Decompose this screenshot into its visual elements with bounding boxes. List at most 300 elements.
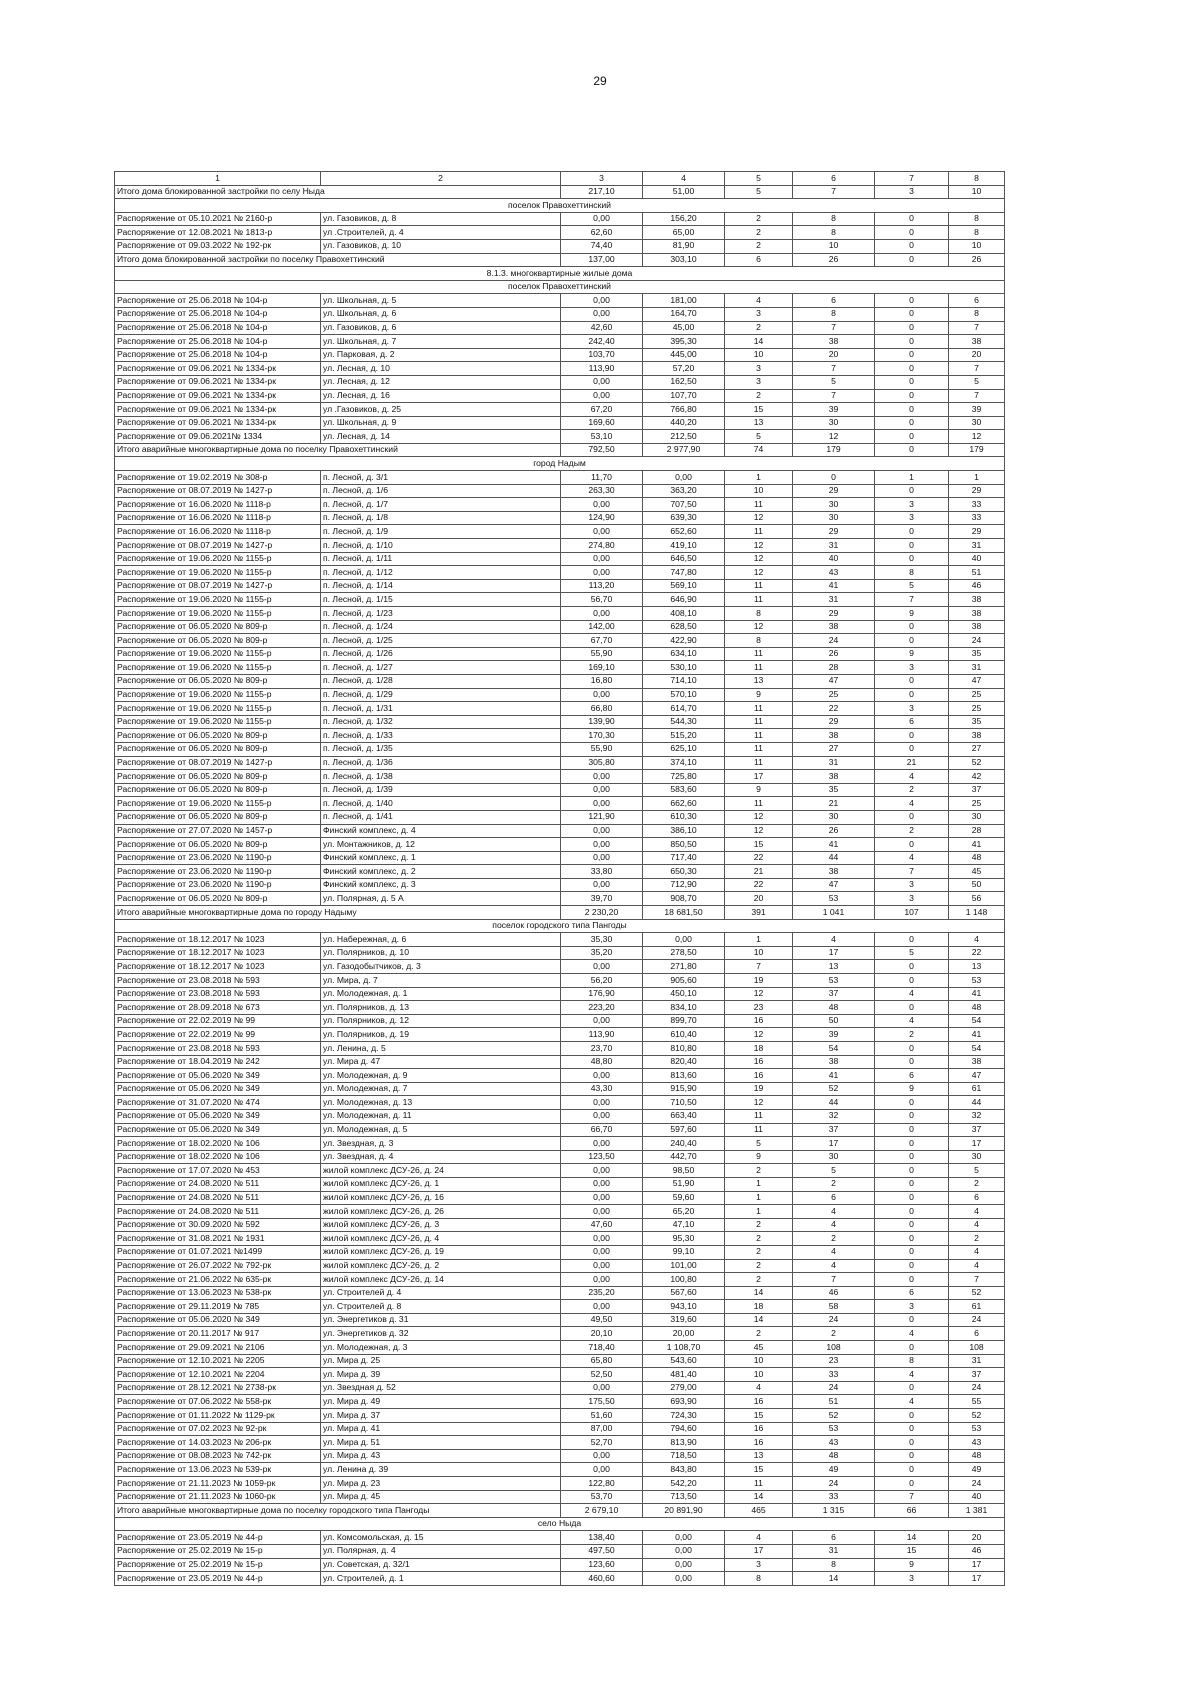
address-cell: ул. Молодежная, д. 7 (321, 1082, 561, 1096)
order-cell: Распоряжение от 23.08.2018 № 593 (115, 987, 321, 1001)
address-cell: ул. Мира д. 25 (321, 1354, 561, 1368)
order-cell: Распоряжение от 23.06.2020 № 1190-р (115, 865, 321, 879)
value-cell: 38 (793, 335, 875, 349)
value-cell: 0 (875, 1042, 949, 1056)
value-cell: 5 (949, 1164, 1005, 1178)
value-cell: 35,20 (561, 946, 643, 960)
value-cell: 17 (949, 1558, 1005, 1572)
value-cell: 23 (793, 1354, 875, 1368)
value-cell: 18 (725, 1042, 793, 1056)
order-cell: Распоряжение от 19.06.2020 № 1155-р (115, 552, 321, 566)
value-cell: 8 (793, 226, 875, 240)
value-cell: 16 (725, 1395, 793, 1409)
table-row (115, 375, 1005, 389)
value-cell: 113,20 (561, 579, 643, 593)
total-value: 179 (793, 443, 875, 457)
value-cell: 27 (949, 742, 1005, 756)
value-cell: 363,20 (643, 484, 725, 498)
page-number: 29 (593, 74, 607, 88)
value-cell: 31 (949, 661, 1005, 675)
value-cell: 0 (875, 239, 949, 253)
value-cell: 20 (725, 892, 793, 906)
value-cell: 4 (793, 1218, 875, 1232)
value-cell: 0 (875, 362, 949, 376)
value-cell: 0 (875, 1150, 949, 1164)
address-cell: п. Лесной, д. 1/36 (321, 756, 561, 770)
value-cell: 14 (725, 335, 793, 349)
value-cell: 13 (725, 1449, 793, 1463)
order-cell: Распоряжение от 25.06.2018 № 104-р (115, 321, 321, 335)
value-cell: 113,90 (561, 362, 643, 376)
total-value: 1 148 (949, 906, 1005, 920)
table-row (115, 1232, 1005, 1246)
value-cell: 10 (725, 348, 793, 362)
value-cell: 24 (793, 1313, 875, 1327)
value-cell: 0 (875, 1109, 949, 1123)
value-cell: 40 (793, 552, 875, 566)
value-cell: 8 (949, 212, 1005, 226)
value-cell: 0 (875, 307, 949, 321)
value-cell: 176,90 (561, 987, 643, 1001)
value-cell: 164,70 (643, 307, 725, 321)
order-cell: Распоряжение от 05.06.2020 № 349 (115, 1109, 321, 1123)
value-cell: 46 (949, 579, 1005, 593)
address-cell: ул. Молодежная, д. 9 (321, 1069, 561, 1083)
value-cell: 12 (725, 1096, 793, 1110)
value-cell: 0,00 (561, 212, 643, 226)
value-cell: 107,70 (643, 389, 725, 403)
value-cell: 4 (875, 1014, 949, 1028)
value-cell: 908,70 (643, 892, 725, 906)
value-cell: 15 (725, 1463, 793, 1477)
value-cell: 8 (949, 307, 1005, 321)
table-row (115, 539, 1005, 553)
value-cell: 17 (725, 1544, 793, 1558)
value-cell: 11 (725, 729, 793, 743)
value-cell: 710,50 (643, 1096, 725, 1110)
value-cell: 4 (875, 851, 949, 865)
address-cell: ул. Газодобытчиков, д. 3 (321, 960, 561, 974)
value-cell: 0 (875, 348, 949, 362)
table-row (115, 1463, 1005, 1477)
value-cell: 22 (949, 946, 1005, 960)
value-cell: 100,80 (643, 1273, 725, 1287)
value-cell: 242,40 (561, 335, 643, 349)
value-cell: 47,10 (643, 1218, 725, 1232)
address-cell: ул. Строителей д. 8 (321, 1300, 561, 1314)
order-cell: Распоряжение от 25.06.2018 № 104-р (115, 307, 321, 321)
address-cell: ул. Газовиков, д. 10 (321, 239, 561, 253)
value-cell: 108 (793, 1341, 875, 1355)
value-cell: 3 (725, 362, 793, 376)
value-cell: 47 (793, 674, 875, 688)
value-cell: 235,20 (561, 1286, 643, 1300)
value-cell: 12 (725, 810, 793, 824)
value-cell: 0 (875, 552, 949, 566)
value-cell: 52 (793, 1082, 875, 1096)
value-cell: 0 (875, 321, 949, 335)
value-cell: 17 (949, 1137, 1005, 1151)
value-cell: 37 (793, 987, 875, 1001)
value-cell: 15 (725, 838, 793, 852)
value-cell: 2 (793, 1327, 875, 1341)
value-cell: 47,60 (561, 1218, 643, 1232)
order-cell: Распоряжение от 24.08.2020 № 511 (115, 1177, 321, 1191)
total-row (115, 253, 1005, 267)
value-cell: 747,80 (643, 566, 725, 580)
value-cell: 0,00 (561, 552, 643, 566)
value-cell: 0,00 (561, 1164, 643, 1178)
value-cell: 41 (949, 987, 1005, 1001)
value-cell: 395,30 (643, 335, 725, 349)
total-value: 465 (725, 1504, 793, 1518)
value-cell: 10 (725, 1368, 793, 1382)
column-number-row (115, 172, 1005, 186)
order-cell: Распоряжение от 23.08.2018 № 593 (115, 1042, 321, 1056)
address-cell: ул. Звездная, д. 3 (321, 1137, 561, 1151)
value-cell: 515,20 (643, 729, 725, 743)
value-cell: 48 (793, 1449, 875, 1463)
order-cell: Распоряжение от 19.06.2020 № 1155-р (115, 647, 321, 661)
value-cell: 12 (725, 987, 793, 1001)
order-cell: Распоряжение от 23.06.2020 № 1190-р (115, 851, 321, 865)
column-header: 6 (793, 172, 875, 186)
value-cell: 794,60 (643, 1422, 725, 1436)
value-cell: 2 (793, 1232, 875, 1246)
value-cell: 713,50 (643, 1490, 725, 1504)
table-row (115, 1286, 1005, 1300)
table-row (115, 1001, 1005, 1015)
column-header: 5 (725, 172, 793, 186)
value-cell: 717,40 (643, 851, 725, 865)
value-cell: 0 (875, 1177, 949, 1191)
value-cell: 175,50 (561, 1395, 643, 1409)
table-row (115, 634, 1005, 648)
order-cell: Распоряжение от 19.06.2020 № 1155-р (115, 593, 321, 607)
value-cell: 48 (793, 1001, 875, 1015)
value-cell: 0,00 (643, 1572, 725, 1586)
table-row (115, 1069, 1005, 1083)
value-cell: 3 (725, 307, 793, 321)
value-cell: 9 (875, 1082, 949, 1096)
value-cell: 2 (725, 1218, 793, 1232)
value-cell: 0 (875, 1055, 949, 1069)
value-cell: 0 (875, 1096, 949, 1110)
value-cell: 46 (793, 1286, 875, 1300)
order-cell: Распоряжение от 01.07.2021 №1499 (115, 1245, 321, 1259)
value-cell: 0 (875, 1123, 949, 1137)
value-cell: 16,80 (561, 674, 643, 688)
value-cell: 54 (949, 1014, 1005, 1028)
address-cell: п. Лесной, д. 1/15 (321, 593, 561, 607)
address-cell: ул. Школьная, д. 6 (321, 307, 561, 321)
section-header-row (115, 1517, 1005, 1531)
value-cell: 0,00 (561, 851, 643, 865)
value-cell: 319,60 (643, 1313, 725, 1327)
value-cell: 2 (949, 1177, 1005, 1191)
table-row (115, 1164, 1005, 1178)
value-cell: 0,00 (561, 960, 643, 974)
table-row (115, 1558, 1005, 1572)
address-cell: ул. Лесная, д. 10 (321, 362, 561, 376)
value-cell: 11 (725, 498, 793, 512)
value-cell: 278,50 (643, 946, 725, 960)
table-row (115, 1028, 1005, 1042)
value-cell: 2 (949, 1232, 1005, 1246)
address-cell: ул. Советская, д. 32/1 (321, 1558, 561, 1572)
value-cell: 20,10 (561, 1327, 643, 1341)
address-cell: Финский комплекс, д. 3 (321, 878, 561, 892)
address-cell: п. Лесной, д. 3/1 (321, 471, 561, 485)
value-cell: 39 (949, 403, 1005, 417)
order-cell: Распоряжение от 06.05.2020 № 809-р (115, 742, 321, 756)
address-cell: п. Лесной, д. 1/29 (321, 688, 561, 702)
address-cell: ул. Газовиков, д. 8 (321, 212, 561, 226)
value-cell: 0,00 (561, 525, 643, 539)
total-value: 1 041 (793, 906, 875, 920)
value-cell: 440,20 (643, 416, 725, 430)
value-cell: 53 (793, 1422, 875, 1436)
value-cell: 445,00 (643, 348, 725, 362)
column-header: 3 (561, 172, 643, 186)
value-cell: 53,70 (561, 1490, 643, 1504)
value-cell: 4 (875, 770, 949, 784)
value-cell: 38 (949, 607, 1005, 621)
order-cell: Распоряжение от 06.05.2020 № 809-р (115, 620, 321, 634)
table-row (115, 647, 1005, 661)
table-row (115, 702, 1005, 716)
value-cell: 33 (793, 1490, 875, 1504)
value-cell: 19 (725, 974, 793, 988)
value-cell: 650,30 (643, 865, 725, 879)
value-cell: 61 (949, 1300, 1005, 1314)
order-cell: Распоряжение от 20.11.2017 № 917 (115, 1327, 321, 1341)
value-cell: 0,00 (561, 566, 643, 580)
total-value: 3 (875, 185, 949, 199)
value-cell: 0 (875, 1273, 949, 1287)
value-cell: 5 (793, 375, 875, 389)
value-cell: 17 (725, 770, 793, 784)
section-header-row (115, 199, 1005, 213)
table-row (115, 661, 1005, 675)
value-cell: 0 (875, 416, 949, 430)
value-cell: 42,60 (561, 321, 643, 335)
value-cell: 583,60 (643, 783, 725, 797)
value-cell: 530,10 (643, 661, 725, 675)
order-cell: Распоряжение от 31.07.2020 № 474 (115, 1096, 321, 1110)
table-row (115, 1042, 1005, 1056)
value-cell: 65,80 (561, 1354, 643, 1368)
value-cell: 61 (949, 1082, 1005, 1096)
value-cell: 0,00 (561, 1096, 643, 1110)
value-cell: 22 (725, 878, 793, 892)
address-cell: жилой комплекс ДСУ-26, д. 3 (321, 1218, 561, 1232)
value-cell: 12 (793, 430, 875, 444)
value-cell: 56,70 (561, 593, 643, 607)
value-cell: 31 (949, 539, 1005, 553)
total-value: 18 681,50 (643, 906, 725, 920)
value-cell: 4 (875, 1368, 949, 1382)
address-cell: жилой комплекс ДСУ-26, д. 19 (321, 1245, 561, 1259)
value-cell: 138,40 (561, 1531, 643, 1545)
value-cell: 212,50 (643, 430, 725, 444)
order-cell: Распоряжение от 27.07.2020 № 1457-р (115, 824, 321, 838)
value-cell: 38 (949, 593, 1005, 607)
address-cell: п. Лесной, д. 1/39 (321, 783, 561, 797)
value-cell: 50 (793, 1014, 875, 1028)
value-cell: 718,40 (561, 1341, 643, 1355)
value-cell: 13 (793, 960, 875, 974)
table-row (115, 1531, 1005, 1545)
value-cell: 123,50 (561, 1150, 643, 1164)
total-value: 217,10 (561, 185, 643, 199)
value-cell: 47 (793, 878, 875, 892)
value-cell: 52,70 (561, 1436, 643, 1450)
address-cell: п. Лесной, д. 1/23 (321, 607, 561, 621)
total-value: 2 230,20 (561, 906, 643, 920)
value-cell: 419,10 (643, 539, 725, 553)
value-cell: 0,00 (561, 1205, 643, 1219)
order-cell: Распоряжение от 25.06.2018 № 104-р (115, 294, 321, 308)
value-cell: 240,40 (643, 1137, 725, 1151)
value-cell: 0,00 (561, 1449, 643, 1463)
table-row (115, 838, 1005, 852)
order-cell: Распоряжение от 21.11.2023 № 1060-рк (115, 1490, 321, 1504)
value-cell: 2 (725, 1327, 793, 1341)
value-cell: 11 (725, 661, 793, 675)
value-cell: 0 (875, 539, 949, 553)
value-cell: 81,90 (643, 239, 725, 253)
value-cell: 0,00 (561, 498, 643, 512)
address-cell: ул. Энергетиков д. 31 (321, 1313, 561, 1327)
value-cell: 0 (875, 389, 949, 403)
value-cell: 639,30 (643, 511, 725, 525)
value-cell: 6 (949, 294, 1005, 308)
value-cell: 707,50 (643, 498, 725, 512)
value-cell: 0 (875, 1449, 949, 1463)
total-value: 391 (725, 906, 793, 920)
table-row (115, 1191, 1005, 1205)
address-cell: ул. Строителей, д. 1 (321, 1572, 561, 1586)
address-cell: ул. Парковая, д. 2 (321, 348, 561, 362)
value-cell: 0,00 (561, 878, 643, 892)
order-cell: Распоряжение от 05.06.2020 № 349 (115, 1123, 321, 1137)
value-cell: 0,00 (561, 1014, 643, 1028)
value-cell: 12 (725, 1028, 793, 1042)
value-cell: 23,70 (561, 1042, 643, 1056)
value-cell: 0,00 (643, 933, 725, 947)
column-header: 2 (321, 172, 561, 186)
section-title: село Ныда (115, 1517, 1005, 1531)
value-cell: 0 (875, 742, 949, 756)
value-cell: 4 (875, 1327, 949, 1341)
value-cell: 48 (949, 851, 1005, 865)
column-header: 4 (643, 172, 725, 186)
address-cell: ул. Школьная, д. 9 (321, 416, 561, 430)
value-cell: 0 (875, 430, 949, 444)
value-cell: 11 (725, 756, 793, 770)
address-cell: ул. Полярников, д. 19 (321, 1028, 561, 1042)
column-header: 7 (875, 172, 949, 186)
table-row (115, 484, 1005, 498)
value-cell: 7 (793, 389, 875, 403)
table-row (115, 348, 1005, 362)
address-cell: ул. Монтажников, д. 12 (321, 838, 561, 852)
order-cell: Распоряжение от 29.11.2019 № 785 (115, 1300, 321, 1314)
order-cell: Распоряжение от 01.11.2022 № 1129-рк (115, 1409, 321, 1423)
table-row (115, 1177, 1005, 1191)
value-cell: 305,80 (561, 756, 643, 770)
address-cell: ул. Мира, д. 7 (321, 974, 561, 988)
value-cell: 4 (949, 1245, 1005, 1259)
value-cell: 15 (875, 1544, 949, 1558)
table-row (115, 1436, 1005, 1450)
value-cell: 0 (875, 1001, 949, 1015)
value-cell: 4 (875, 797, 949, 811)
value-cell: 12 (725, 620, 793, 634)
value-cell: 41 (949, 1028, 1005, 1042)
value-cell: 37 (793, 1123, 875, 1137)
address-cell: ул. Комсомольская, д. 15 (321, 1531, 561, 1545)
value-cell: 0,00 (561, 783, 643, 797)
value-cell: 1 (725, 471, 793, 485)
value-cell: 4 (949, 933, 1005, 947)
address-cell: ул. Лесная, д. 14 (321, 430, 561, 444)
order-cell: Распоряжение от 22.02.2019 № 99 (115, 1028, 321, 1042)
value-cell: 55,90 (561, 742, 643, 756)
address-cell: жилой комплекс ДСУ-26, д. 14 (321, 1273, 561, 1287)
value-cell: 11 (725, 742, 793, 756)
address-cell: ул. Газовиков, д. 6 (321, 321, 561, 335)
address-cell: п. Лесной, д. 1/24 (321, 620, 561, 634)
value-cell: 123,60 (561, 1558, 643, 1572)
value-cell: 6 (875, 1286, 949, 1300)
value-cell: 22 (725, 851, 793, 865)
value-cell: 843,80 (643, 1463, 725, 1477)
address-cell: жилой комплекс ДСУ-26, д. 2 (321, 1259, 561, 1273)
value-cell: 49 (793, 1463, 875, 1477)
value-cell: 40 (949, 1490, 1005, 1504)
address-cell: ул. Полярная, д. 5 А (321, 892, 561, 906)
column-header: 1 (115, 172, 321, 186)
value-cell: 0 (875, 1232, 949, 1246)
table-row (115, 1327, 1005, 1341)
value-cell: 30 (949, 1150, 1005, 1164)
value-cell: 74,40 (561, 239, 643, 253)
value-cell: 24 (793, 1477, 875, 1491)
table-row (115, 1014, 1005, 1028)
value-cell: 6 (949, 1191, 1005, 1205)
value-cell: 24 (793, 1381, 875, 1395)
value-cell: 28 (949, 824, 1005, 838)
table-row (115, 416, 1005, 430)
total-value: 6 (725, 253, 793, 267)
address-cell: ул. Ленина д. 39 (321, 1463, 561, 1477)
value-cell: 142,00 (561, 620, 643, 634)
value-cell: 33,80 (561, 865, 643, 879)
table-row (115, 878, 1005, 892)
value-cell: 35 (949, 647, 1005, 661)
value-cell: 48 (949, 1449, 1005, 1463)
value-cell: 55 (949, 1395, 1005, 1409)
value-cell: 14 (725, 1313, 793, 1327)
value-cell: 30 (793, 416, 875, 430)
value-cell: 67,70 (561, 634, 643, 648)
table-row (115, 607, 1005, 621)
order-cell: Распоряжение от 25.06.2018 № 104-р (115, 335, 321, 349)
value-cell: 53 (793, 892, 875, 906)
value-cell: 0 (875, 974, 949, 988)
